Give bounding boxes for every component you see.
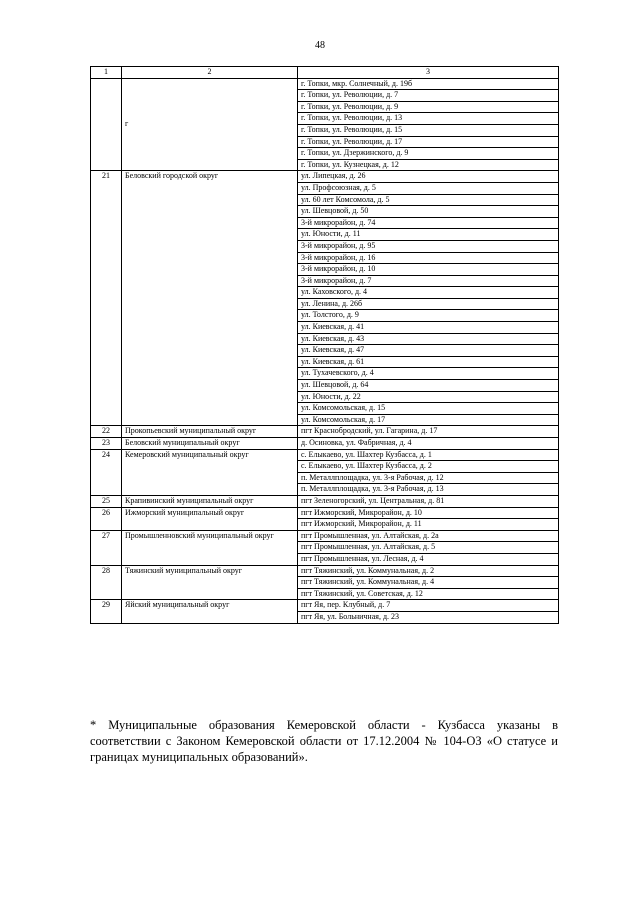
address-cell: ул. Толстого, д. 9 bbox=[298, 310, 559, 322]
address-cell: г. Топки, ул. Революции, д. 15 bbox=[298, 124, 559, 136]
table-row bbox=[91, 507, 559, 519]
address-cell: 3-й микрорайон, д. 74 bbox=[298, 217, 559, 229]
table-row bbox=[91, 530, 559, 542]
address-cell: г. Топки, ул. Революции, д. 9 bbox=[298, 101, 559, 113]
address-cell: ул. Киевская, д. 41 bbox=[298, 322, 559, 334]
table-row bbox=[91, 495, 559, 507]
header-col-number: 1 bbox=[91, 67, 122, 79]
address-cell: ул. Шевцовой, д. 50 bbox=[298, 206, 559, 218]
municipality-name: Беловский городской округ bbox=[122, 171, 298, 426]
address-cell: ул. Профсоюзная, д. 5 bbox=[298, 182, 559, 194]
municipality-name: Беловский муниципальный округ bbox=[122, 438, 298, 450]
row-number bbox=[91, 78, 122, 171]
address-cell: ул. Киевская, д. 43 bbox=[298, 333, 559, 345]
address-table bbox=[90, 66, 559, 624]
address-cell: ул. Комсомольская, д. 17 bbox=[298, 414, 559, 426]
municipality-name: Кемеровский муниципальный округ bbox=[122, 449, 298, 495]
row-number: 22 bbox=[91, 426, 122, 438]
row-number: 25 bbox=[91, 495, 122, 507]
header-col-municipality: 2 bbox=[122, 67, 298, 79]
address-cell: пгт Тяжинский, ул. Советская, д. 12 bbox=[298, 588, 559, 600]
row-number: 23 bbox=[91, 438, 122, 450]
table-row bbox=[91, 600, 559, 612]
address-cell: пгт Краснобродский, ул. Гагарина, д. 17 bbox=[298, 426, 559, 438]
municipality-name: Тяжинский муниципальный округ bbox=[122, 565, 298, 600]
row-number: 27 bbox=[91, 530, 122, 565]
table-row bbox=[91, 171, 559, 183]
address-cell: г. Топки, ул. Революции, д. 7 bbox=[298, 90, 559, 102]
header-col-address: 3 bbox=[298, 67, 559, 79]
address-cell: пгт Тяжинский, ул. Коммунальная, д. 2 bbox=[298, 565, 559, 577]
address-cell: 3-й микрорайон, д. 95 bbox=[298, 240, 559, 252]
address-cell: п. Металлплощадка, ул. 3-я Рабочая, д. 12 bbox=[298, 472, 559, 484]
address-cell: ул. Каховского, д. 4 bbox=[298, 287, 559, 299]
address-cell: пгт Тяжинский, ул. Коммунальная, д. 4 bbox=[298, 577, 559, 589]
address-cell: п. Металлплощадка, ул. 3-я Рабочая, д. 13 bbox=[298, 484, 559, 496]
address-cell: пгт Зеленогорский, ул. Центральная, д. 81 bbox=[298, 495, 559, 507]
address-cell: 3-й микрорайон, д. 16 bbox=[298, 252, 559, 264]
address-cell: ул. Шевцовой, д. 64 bbox=[298, 380, 559, 392]
page-number: 48 bbox=[315, 40, 325, 51]
municipality-name: Ижморский муниципальный округ bbox=[122, 507, 298, 530]
row-number: 29 bbox=[91, 600, 122, 623]
table-row bbox=[91, 449, 559, 461]
address-cell: с. Елыкаево, ул. Шахтер Кузбасса, д. 2 bbox=[298, 461, 559, 473]
address-cell: ул. Киевская, д. 61 bbox=[298, 356, 559, 368]
municipality-name: г bbox=[122, 78, 298, 171]
municipality-name: Прокопьевский муниципальный округ bbox=[122, 426, 298, 438]
municipality-name: Промышленновский муниципальный округ bbox=[122, 530, 298, 565]
address-cell: 3-й микрорайон, д. 7 bbox=[298, 275, 559, 287]
row-number: 24 bbox=[91, 449, 122, 495]
address-cell: с. Елыкаево, ул. Шахтер Кузбасса, д. 1 bbox=[298, 449, 559, 461]
address-cell: г. Топки, мкр. Солнечный, д. 19б bbox=[298, 78, 559, 90]
address-cell: пгт Яя, пер. Клубный, д. 7 bbox=[298, 600, 559, 612]
municipality-name: Яйский муниципальный округ bbox=[122, 600, 298, 623]
address-cell: ул. 60 лет Комсомола, д. 5 bbox=[298, 194, 559, 206]
address-cell: 3-й микрорайон, д. 10 bbox=[298, 264, 559, 276]
address-cell: пгт Яя, ул. Больничная, д. 23 bbox=[298, 611, 559, 623]
address-cell: пгт Промышленная, ул. Алтайская, д. 2а bbox=[298, 530, 559, 542]
address-cell: пгт Промышленная, ул. Алтайская, д. 5 bbox=[298, 542, 559, 554]
address-cell: д. Осиновка, ул. Фабричная, д. 4 bbox=[298, 438, 559, 450]
address-cell: г. Топки, ул. Кузнецкая, д. 12 bbox=[298, 159, 559, 171]
row-number: 26 bbox=[91, 507, 122, 530]
address-cell: ул. Комсомольская, д. 15 bbox=[298, 403, 559, 415]
table-row bbox=[91, 78, 559, 90]
address-cell: ул. Юности, д. 22 bbox=[298, 391, 559, 403]
address-cell: г. Топки, ул. Революции, д. 17 bbox=[298, 136, 559, 148]
address-cell: г. Топки, ул. Дзержинского, д. 9 bbox=[298, 148, 559, 160]
address-cell: пгт Ижморский, Микрорайон, д. 11 bbox=[298, 519, 559, 531]
address-cell: пгт Промышленная, ул. Лесная, д. 4 bbox=[298, 553, 559, 565]
address-cell: ул. Ленина, д. 26б bbox=[298, 298, 559, 310]
address-cell: ул. Юности, д. 11 bbox=[298, 229, 559, 241]
table-header-row bbox=[91, 67, 559, 79]
table-row bbox=[91, 426, 559, 438]
address-cell: ул. Тухачевского, д. 4 bbox=[298, 368, 559, 380]
address-cell: г. Топки, ул. Революции, д. 13 bbox=[298, 113, 559, 125]
row-number: 28 bbox=[91, 565, 122, 600]
table-row bbox=[91, 565, 559, 577]
row-number: 21 bbox=[91, 171, 122, 426]
address-cell: пгт Ижморский, Микрорайон, д. 10 bbox=[298, 507, 559, 519]
address-cell: ул. Липецкая, д. 26 bbox=[298, 171, 559, 183]
municipality-name: Крапивинский муниципальный округ bbox=[122, 495, 298, 507]
footnote: * Муниципальные образования Кемеровской области - Кузбасса указаны в соответствии с Законом Кемеровской области от 17.12.2004 № 104-ОЗ «О статусе и границах муниципальных образований». bbox=[90, 718, 558, 764]
table-row bbox=[91, 438, 559, 450]
address-cell: ул. Киевская, д. 47 bbox=[298, 345, 559, 357]
